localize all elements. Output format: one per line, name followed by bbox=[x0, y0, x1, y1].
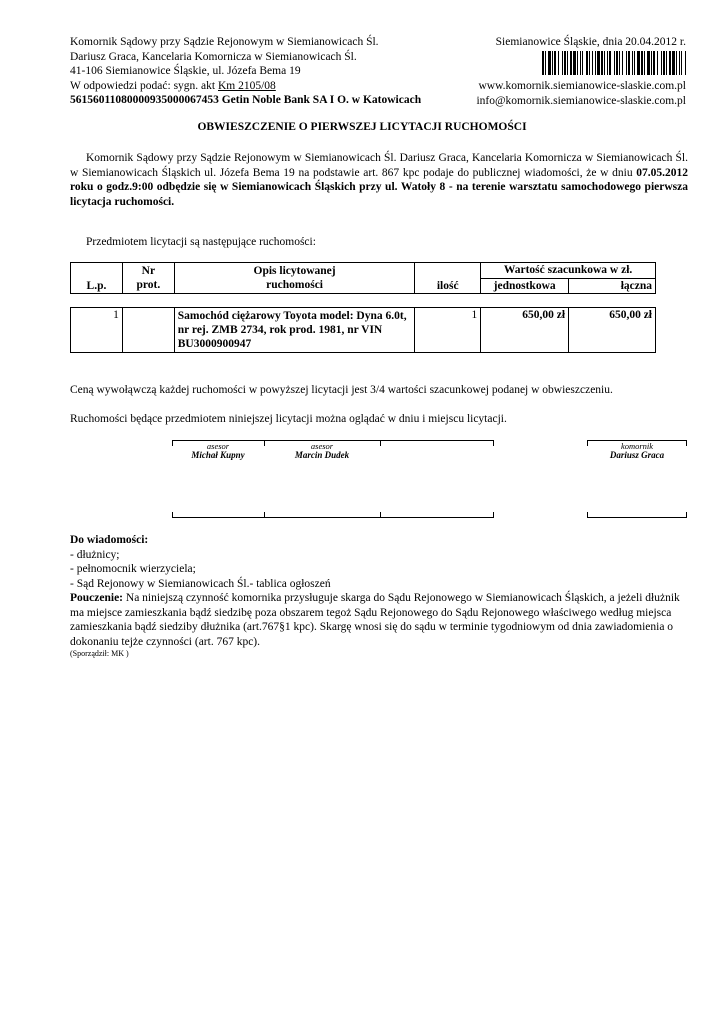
signature-asesor-1 bbox=[172, 440, 264, 518]
col-opis-1: Opis licytowanej bbox=[253, 265, 336, 277]
instruction bbox=[70, 591, 690, 649]
auction-date-place: 07.05.2012 roku o godz.9:00 odbędzie się w Siemianowicach Śląskich przy ul. Watoły 8 - na terenie warsztatu samochodowego pierwsza licytacja ruchomości. bbox=[70, 166, 688, 208]
signature-role: asesor bbox=[310, 441, 334, 451]
row-laczna: 650,00 zł bbox=[569, 308, 656, 353]
office-line-2: Dariusz Graca, Kancelaria Komornicza w Siemianowicach Śl. bbox=[70, 50, 357, 63]
case-number: Km 2105/08 bbox=[217, 79, 276, 92]
auction-table-header bbox=[70, 262, 656, 294]
row-opis: Samochód ciężarowy Toyota model: Dyna 6.0t, nr rej. ZMB 2734, rok prod. 1981, nr VIN BU3000900947 bbox=[174, 308, 415, 353]
signature-name: Dariusz Graca bbox=[609, 450, 665, 460]
col-ilosc: ilość bbox=[415, 263, 481, 294]
signature-asesor-2 bbox=[264, 440, 380, 518]
office-address: 41-106 Siemianowice Śląskie, ul. Józefa Bema 19 bbox=[70, 65, 301, 77]
instruction-text: Na niniejszą czynność komornika przysługuje skarga do Sądu Rejonowego w Siemianowicach Śląskich, a jeżeli dłużnik ma miejsce zamieszkania bądź siedzibę poza obszarem tegoż Sądu Rejonowego do Sądu Rejonowego właściwego według miejsca zamieszkania bądź siedziby dłużnika (art.767§1 kpc). Skargę wnosi się do sądu w terminie tygodniowym od dnia zawiadomienia o dokonaniu tejże czynności (art. 767 kpc). bbox=[70, 592, 680, 648]
col-nr-prot-1: Nr bbox=[141, 265, 156, 277]
col-laczna: łączna bbox=[569, 278, 656, 294]
col-nr-prot bbox=[122, 263, 174, 294]
signature-name: Marcin Dudek bbox=[294, 450, 350, 460]
intro-paragraph bbox=[70, 151, 688, 209]
signature-role: asesor bbox=[206, 441, 230, 451]
col-opis bbox=[174, 263, 414, 294]
reply-prefix: W odpowiedzi podać: sygn. akt bbox=[70, 79, 218, 92]
document-title: OBWIESZCZENIE O PIERWSZEJ LICYTACJI RUCHOMOŚCI bbox=[197, 121, 527, 133]
footer bbox=[70, 533, 690, 659]
email-link[interactable]: info@komornik.siemianowice-slaskie.com.pl bbox=[476, 94, 686, 107]
office-header bbox=[70, 35, 470, 108]
col-opis-2: ruchomości bbox=[266, 279, 323, 291]
row-jednostkowa: 650,00 zł bbox=[481, 308, 569, 353]
col-wartosc: Wartość szacunkowa w zł. bbox=[481, 263, 656, 279]
recipient-item: - Sąd Rejonowy w Siemianowicach Śl.- tablica ogłoszeń bbox=[70, 577, 331, 590]
bank-account: 56156011080000935000067453 Getin Noble Bank SA I O. w Katowicach bbox=[70, 94, 422, 106]
row-ilosc: 1 bbox=[415, 308, 481, 353]
to-knowledge-title: Do wiadomości: bbox=[70, 534, 149, 546]
row-nr-prot bbox=[122, 308, 174, 353]
viewing-note: Ruchomości będące przedmiotem niniejszej licytacji można oglądać w dniu i miejscu licytacji. bbox=[70, 413, 507, 425]
price-note: Ceną wywołąwczą każdej ruchomości w powyższej licytacji jest 3/4 wartości szacunkowej podanej w obwieszczeniu. bbox=[70, 384, 613, 396]
items-intro: Przedmiotem licytacji są następujące ruchomości: bbox=[86, 236, 316, 248]
contact-block bbox=[476, 79, 686, 108]
signature-blank bbox=[380, 440, 494, 518]
row-lp: 1 bbox=[71, 308, 123, 353]
place-date: Siemianowice Śląskie, dnia 20.04.2012 r. bbox=[495, 36, 686, 48]
reply-reference bbox=[70, 79, 470, 94]
signature-komornik bbox=[587, 440, 687, 518]
col-jednostkowa: jednostkowa bbox=[481, 278, 569, 294]
barcode-icon bbox=[542, 51, 686, 75]
auction-table-body bbox=[70, 307, 656, 353]
col-nr-prot-2: prot. bbox=[136, 279, 161, 291]
col-lp: L.p. bbox=[71, 263, 123, 294]
signature-name: Michał Kupny bbox=[191, 450, 245, 460]
instruction-label: Pouczenie: bbox=[70, 592, 124, 604]
recipient-item: - pełnomocnik wierzyciela; bbox=[70, 563, 196, 575]
prepared-by: (Sporządził: MK ) bbox=[70, 649, 129, 658]
office-line-1: Komornik Sądowy przy Sądzie Rejonowym w Siemianowicach Śl. bbox=[70, 36, 379, 48]
recipient-item: - dłużnicy; bbox=[70, 548, 120, 561]
table-row bbox=[71, 308, 656, 353]
intro-text: Komornik Sądowy przy Sądzie Rejonowym w Siemianowicach Śl. Dariusz Graca, Kancelaria Komornicza w Siemianowicach Śl. w Siemianowicach Śląskich ul. Józefa Bema 19 na podstawie art. 867 kpc podaje do publicznej wiadomości, że w dniu bbox=[70, 152, 688, 179]
signature-role: komornik bbox=[620, 441, 654, 451]
website-link[interactable]: www.komornik.siemianowice-slaskie.com.pl bbox=[478, 80, 686, 92]
